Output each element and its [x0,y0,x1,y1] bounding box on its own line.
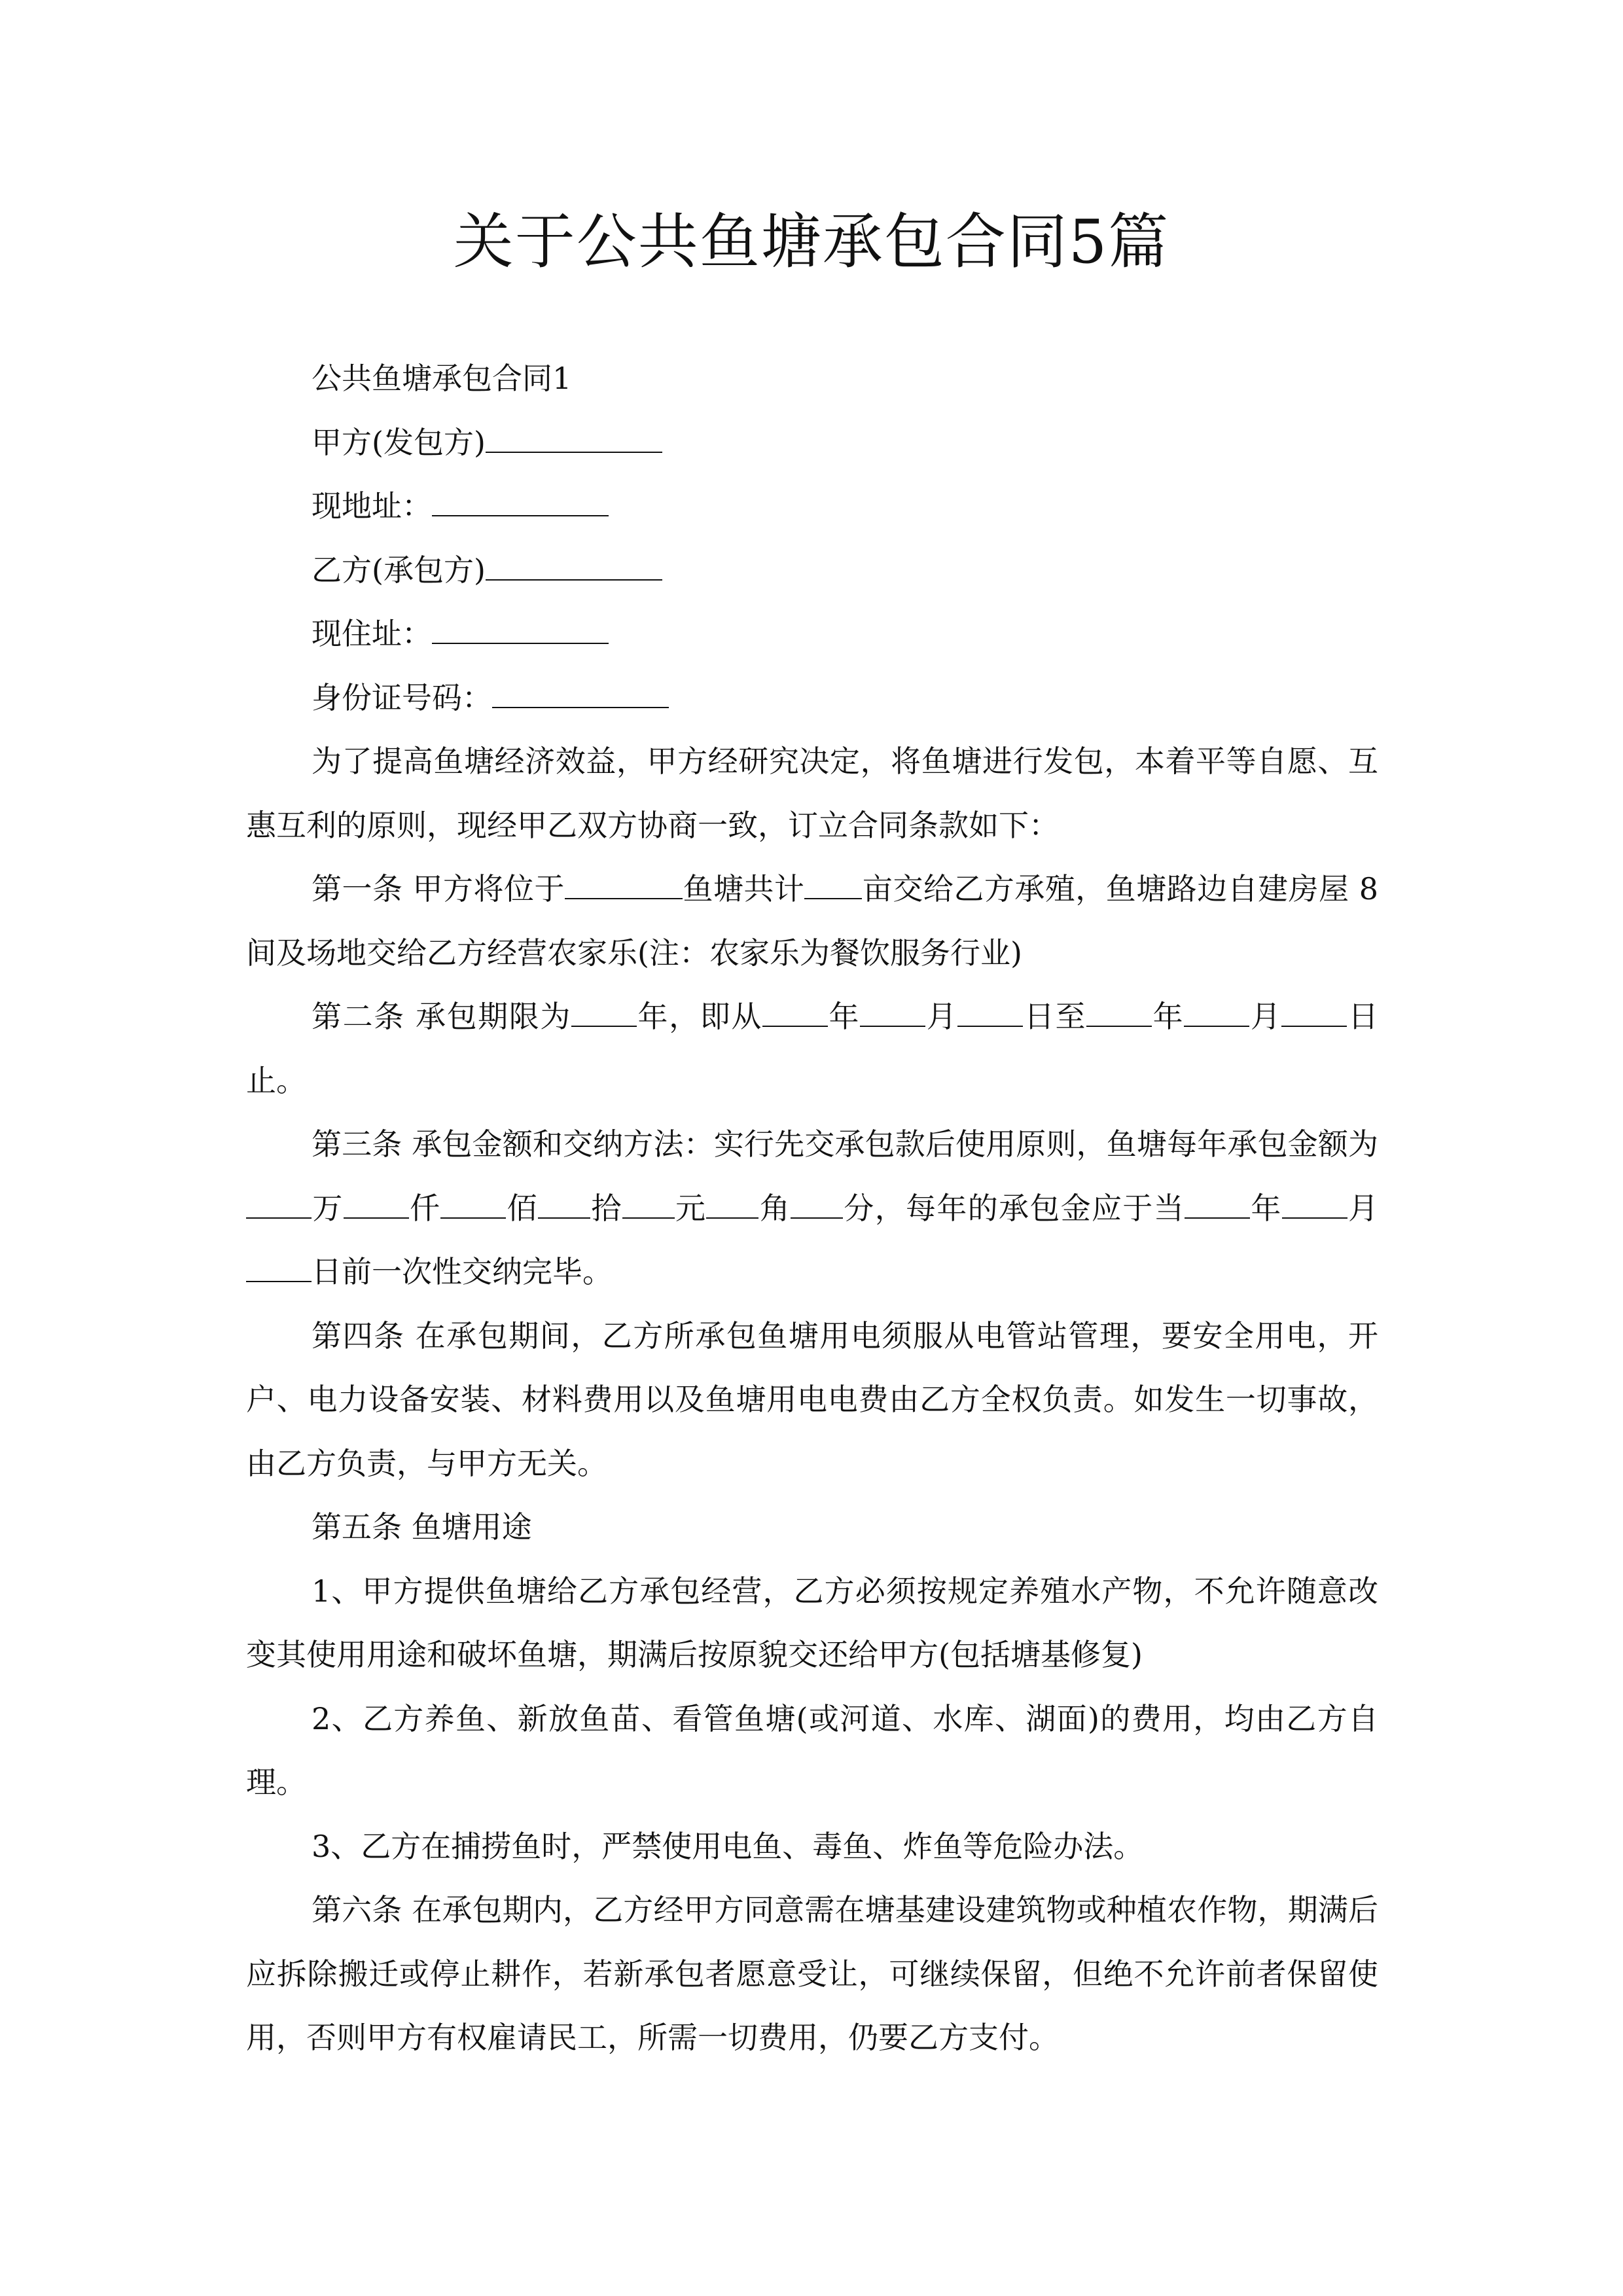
party-a-address-blank[interactable] [432,476,609,516]
article-5-item-2: 2、乙方养鱼、新放鱼苗、看管鱼塘(或河道、水库、湖面)的费用，均由乙方自理。 [246,1700,1378,1800]
article-2-text: 月 [925,999,958,1034]
area-blank[interactable] [804,859,862,899]
article-1-paragraph [246,857,1378,985]
article-3-text: 分，每年的承包金应于当 [843,1190,1185,1226]
article-3-text: 月 [1347,1190,1379,1226]
location-blank[interactable] [565,859,683,899]
preamble-paragraph: 为了提高鱼塘经济效益，甲方经研究决定，将鱼塘进行发包，本着平等自愿、互惠互利的原则，现经甲乙双方协商一致，订立合同条款如下： [246,744,1378,843]
id-number-blank[interactable] [492,668,669,708]
amount-fen-blank[interactable] [791,1178,843,1219]
article-2-text: 第二条 承包期限为 [312,999,571,1034]
article-3-text: 日前一次性交纳完毕。 [312,1254,613,1289]
end-month-blank[interactable] [1184,986,1249,1027]
article-4-paragraph: 第四条 在承包期间，乙方所承包鱼塘用电须服从电管站管理，要安全用电，开户、电力设备安装、材料费用以及鱼塘用电电费由乙方全权负责。如发生一切事故，由乙方负责，与甲方无关。 [246,1318,1378,1481]
amount-jiao-blank[interactable] [706,1178,758,1219]
document-body [246,347,1378,2070]
amount-yuan-blank[interactable] [622,1178,675,1219]
id-number-label: 身份证号码： [312,679,492,715]
article-1-text: 鱼塘共计 [682,871,805,906]
pay-year-blank[interactable] [1185,1178,1250,1219]
document-title: 关于公共鱼塘承包合同5篇 [453,207,1170,277]
article-1-text: 第一条 甲方将位于 [312,871,565,906]
article-3-text: 拾 [590,1190,622,1226]
article-2-text: 日至 [1023,999,1087,1034]
article-2-text: 年 [1152,999,1185,1034]
article-2-text: 年 [827,999,861,1034]
article-2-paragraph [246,985,1378,1113]
article-2-text: 月 [1249,999,1282,1034]
party-a-address-label: 现地址： [312,488,432,524]
article-1-text: 亩交给乙方承殖，鱼塘路边自建房屋 8 间及场地交给乙方经营农家乐(注：农家乐为餐饮服务行业) [246,871,1379,971]
article-3-text: 年 [1250,1190,1282,1226]
party-b-label: 乙方(承包方) [312,552,486,588]
amount-shi-blank[interactable] [538,1178,590,1219]
party-a-blank[interactable] [486,412,662,453]
party-b-address-label: 现住址： [312,616,432,651]
article-3-text: 第三条 承包金额和交纳方法：实行先交承包款后使用原则，鱼塘每年承包金额为 [312,1126,1378,1162]
article-6-paragraph: 第六条 在承包期内，乙方经甲方同意需在塘基建设建筑物或种植农作物，期满后应拆除搬迁或停止耕作，若新承包者愿意受让，可继续保留，但绝不允许前者保留使用，否则甲方有权雇请民工，所需一切费用，仍要乙方支付。 [246,1892,1378,2055]
amount-bai-blank[interactable] [440,1178,506,1219]
term-years-blank[interactable] [571,986,637,1027]
party-b-blank[interactable] [486,540,662,581]
party-a-line [246,411,1378,475]
party-b-address-line [246,602,1378,666]
article-3-text: 佰 [506,1190,539,1226]
party-b-line [246,539,1378,603]
section-heading [246,347,1378,411]
start-day-blank[interactable] [957,986,1023,1027]
end-year-blank[interactable] [1086,986,1152,1027]
start-month-blank[interactable] [860,986,925,1027]
id-number-line [246,666,1378,730]
article-3-text: 角 [758,1190,791,1226]
end-day-blank[interactable] [1281,986,1347,1027]
pay-month-blank[interactable] [1282,1178,1347,1219]
amount-wan-blank[interactable] [246,1178,312,1219]
section-heading-text: 公共鱼塘承包合同1 [312,361,572,396]
party-b-address-blank[interactable] [432,603,609,644]
pay-day-blank[interactable] [246,1242,312,1282]
article-3-text: 万 [312,1190,344,1226]
party-a-label: 甲方(发包方) [312,424,486,460]
article-3-text: 元 [674,1190,707,1226]
party-a-address-line [246,475,1378,539]
article-3-text: 仟 [408,1190,441,1226]
amount-qian-blank[interactable] [344,1178,409,1219]
article-2-text: 年，即从 [636,999,762,1034]
article-5-item-3: 3、乙方在捕捞鱼时，严禁使用电鱼、毒鱼、炸鱼等危险办法。 [312,1828,1144,1864]
start-year-blank[interactable] [762,986,828,1027]
article-5-heading: 第五条 鱼塘用途 [312,1509,532,1545]
article-2-text: 日止。 [246,999,1379,1098]
article-3-paragraph [246,1113,1378,1304]
article-5-item-1: 1、甲方提供鱼塘给乙方承包经营，乙方必须按规定养殖水产物，不允许随意改变其使用用途和破坏鱼塘，期满后按原貌交还给甲方(包括塘基修复) [246,1573,1378,1672]
